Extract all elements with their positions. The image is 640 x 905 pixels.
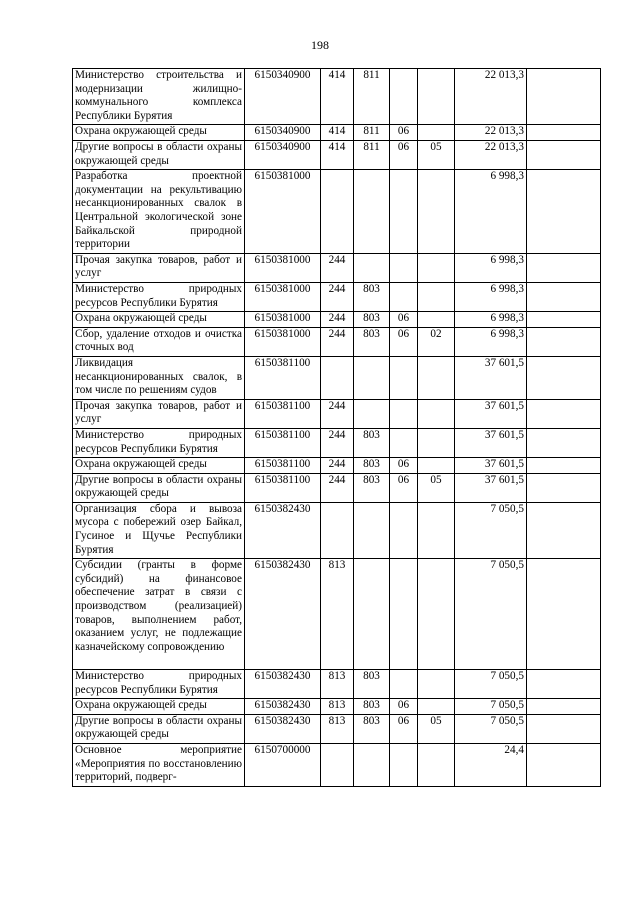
cell-extra: [527, 428, 601, 457]
cell-section: [390, 670, 418, 699]
cell-extra: [527, 458, 601, 474]
cell-amount: 7 050,5: [455, 699, 527, 715]
cell-subsection: [418, 170, 455, 254]
cell-extra: [527, 699, 601, 715]
cell-administrator: [354, 502, 390, 558]
cell-administrator: [354, 170, 390, 254]
cell-administrator: 803: [354, 282, 390, 311]
cell-subsection: [418, 699, 455, 715]
cell-name: Прочая закупка товаров, работ и услуг: [73, 399, 245, 428]
cell-expense-type: 244: [321, 253, 354, 282]
cell-target-article: 6150382430: [245, 559, 321, 670]
cell-expense-type: 414: [321, 69, 354, 125]
cell-amount: 7 050,5: [455, 670, 527, 699]
cell-administrator: 803: [354, 327, 390, 356]
cell-amount: 6 998,3: [455, 327, 527, 356]
table-row: [73, 253, 601, 282]
cell-extra: [527, 282, 601, 311]
cell-section: [390, 428, 418, 457]
cell-administrator: 803: [354, 428, 390, 457]
cell-administrator: [354, 744, 390, 787]
cell-expense-type: 244: [321, 473, 354, 502]
cell-expense-type: 813: [321, 670, 354, 699]
table-row: [73, 714, 601, 743]
cell-name: Субсидии (гранты в форме субсидий) на финансовое обеспечение затрат в связи с производством (реализацией) товаров, выполнением работ, оказанием услуг, не подлежащие казначейскому сопровождению: [73, 559, 245, 670]
cell-extra: [527, 327, 601, 356]
cell-name: Основное мероприятие «Мероприятия по восстановлению территорий, подверг-: [73, 744, 245, 787]
cell-subsection: 05: [418, 714, 455, 743]
cell-section: [390, 559, 418, 670]
page-number: 198: [311, 38, 329, 52]
cell-subsection: [418, 282, 455, 311]
cell-section: 06: [390, 473, 418, 502]
cell-expense-type: 244: [321, 327, 354, 356]
cell-subsection: [418, 312, 455, 328]
cell-expense-type: 414: [321, 140, 354, 169]
table-row: [73, 699, 601, 715]
cell-name: Сбор, удаление отходов и очистка сточных вод: [73, 327, 245, 356]
cell-section: 06: [390, 327, 418, 356]
table-row: [73, 559, 601, 670]
cell-name: Министерство природных ресурсов Республики Бурятия: [73, 670, 245, 699]
cell-name: Другие вопросы в области охраны окружающей среды: [73, 473, 245, 502]
cell-target-article: 6150381100: [245, 399, 321, 428]
table-row: [73, 473, 601, 502]
table-row: [73, 170, 601, 254]
cell-target-article: 6150381000: [245, 253, 321, 282]
cell-extra: [527, 140, 601, 169]
table-row: [73, 282, 601, 311]
cell-subsection: 05: [418, 140, 455, 169]
table-row: [73, 125, 601, 141]
cell-name: Другие вопросы в области охраны окружающей среды: [73, 140, 245, 169]
cell-administrator: 803: [354, 699, 390, 715]
cell-section: 06: [390, 125, 418, 141]
cell-subsection: [418, 458, 455, 474]
table-row: [73, 312, 601, 328]
table-row: [73, 140, 601, 169]
cell-section: 06: [390, 312, 418, 328]
budget-table-body: [73, 69, 601, 787]
cell-section: 06: [390, 458, 418, 474]
cell-section: [390, 399, 418, 428]
cell-expense-type: [321, 744, 354, 787]
cell-target-article: 6150382430: [245, 714, 321, 743]
cell-extra: [527, 170, 601, 254]
cell-name: Охрана окружающей среды: [73, 699, 245, 715]
cell-expense-type: [321, 170, 354, 254]
cell-section: [390, 356, 418, 399]
cell-amount: 6 998,3: [455, 312, 527, 328]
cell-expense-type: 244: [321, 399, 354, 428]
cell-amount: 37 601,5: [455, 428, 527, 457]
cell-amount: 22 013,3: [455, 125, 527, 141]
cell-target-article: 6150700000: [245, 744, 321, 787]
cell-extra: [527, 670, 601, 699]
cell-section: 06: [390, 140, 418, 169]
cell-section: [390, 744, 418, 787]
cell-extra: [527, 744, 601, 787]
cell-expense-type: 414: [321, 125, 354, 141]
table-row: [73, 428, 601, 457]
cell-expense-type: 244: [321, 428, 354, 457]
cell-target-article: 6150340900: [245, 125, 321, 141]
cell-name: Охрана окружающей среды: [73, 458, 245, 474]
cell-administrator: 803: [354, 670, 390, 699]
cell-amount: 37 601,5: [455, 473, 527, 502]
cell-name: Охрана окружающей среды: [73, 312, 245, 328]
cell-amount: 22 013,3: [455, 69, 527, 125]
cell-extra: [527, 69, 601, 125]
cell-amount: 37 601,5: [455, 356, 527, 399]
cell-amount: 7 050,5: [455, 714, 527, 743]
cell-administrator: [354, 559, 390, 670]
cell-administrator: [354, 253, 390, 282]
cell-section: [390, 502, 418, 558]
cell-subsection: [418, 253, 455, 282]
cell-subsection: [418, 428, 455, 457]
cell-section: [390, 282, 418, 311]
cell-target-article: 6150381000: [245, 327, 321, 356]
cell-extra: [527, 312, 601, 328]
cell-amount: 37 601,5: [455, 458, 527, 474]
cell-amount: 24,4: [455, 744, 527, 787]
cell-name: Разработка проектной документации на рекультивацию несанкционированных свалок в Центральной экологической зоне Байкальской природной территории: [73, 170, 245, 254]
cell-name: Другие вопросы в области охраны окружающей среды: [73, 714, 245, 743]
cell-administrator: 803: [354, 714, 390, 743]
cell-target-article: 6150381000: [245, 170, 321, 254]
cell-target-article: 6150382430: [245, 502, 321, 558]
cell-target-article: 6150381000: [245, 282, 321, 311]
cell-amount: 6 998,3: [455, 253, 527, 282]
cell-target-article: 6150381000: [245, 312, 321, 328]
cell-section: 06: [390, 699, 418, 715]
cell-target-article: 6150381100: [245, 428, 321, 457]
cell-expense-type: 244: [321, 312, 354, 328]
cell-administrator: 803: [354, 458, 390, 474]
cell-extra: [527, 125, 601, 141]
table-row: [73, 69, 601, 125]
cell-administrator: 811: [354, 140, 390, 169]
cell-administrator: 803: [354, 473, 390, 502]
cell-target-article: 6150340900: [245, 140, 321, 169]
cell-amount: 7 050,5: [455, 502, 527, 558]
cell-amount: 6 998,3: [455, 170, 527, 254]
cell-expense-type: 244: [321, 458, 354, 474]
cell-name: Министерство природных ресурсов Республики Бурятия: [73, 428, 245, 457]
cell-administrator: 811: [354, 125, 390, 141]
cell-administrator: [354, 356, 390, 399]
cell-target-article: 6150381100: [245, 458, 321, 474]
cell-section: [390, 253, 418, 282]
cell-subsection: [418, 670, 455, 699]
table-row: [73, 670, 601, 699]
cell-name: Министерство строительства и модернизации жилищно-коммунального комплекса Республики Бурятия: [73, 69, 245, 125]
cell-amount: 22 013,3: [455, 140, 527, 169]
cell-section: [390, 69, 418, 125]
table-row: [73, 458, 601, 474]
budget-table: [72, 68, 601, 787]
cell-target-article: 6150381100: [245, 473, 321, 502]
cell-extra: [527, 473, 601, 502]
table-row: [73, 399, 601, 428]
cell-amount: 6 998,3: [455, 282, 527, 311]
table-row: [73, 327, 601, 356]
cell-name: Министерство природных ресурсов Республики Бурятия: [73, 282, 245, 311]
cell-administrator: 811: [354, 69, 390, 125]
cell-extra: [527, 559, 601, 670]
cell-expense-type: 244: [321, 282, 354, 311]
cell-target-article: 6150381100: [245, 356, 321, 399]
cell-amount: 7 050,5: [455, 559, 527, 670]
table-row: [73, 502, 601, 558]
cell-expense-type: 813: [321, 699, 354, 715]
cell-extra: [527, 253, 601, 282]
cell-subsection: 05: [418, 473, 455, 502]
cell-extra: [527, 714, 601, 743]
cell-expense-type: [321, 356, 354, 399]
cell-subsection: [418, 356, 455, 399]
cell-name: Прочая закупка товаров, работ и услуг: [73, 253, 245, 282]
cell-amount: 37 601,5: [455, 399, 527, 428]
cell-expense-type: 813: [321, 559, 354, 670]
cell-expense-type: 813: [321, 714, 354, 743]
table-row: [73, 744, 601, 787]
cell-subsection: [418, 125, 455, 141]
cell-name: Охрана окружающей среды: [73, 125, 245, 141]
cell-subsection: [418, 559, 455, 670]
cell-subsection: [418, 69, 455, 125]
cell-name: Организация сбора и вывоза мусора с побережий озер Байкал, Гусиное и Щучье Республики Бурятия: [73, 502, 245, 558]
cell-extra: [527, 502, 601, 558]
cell-administrator: 803: [354, 312, 390, 328]
cell-section: [390, 170, 418, 254]
cell-expense-type: [321, 502, 354, 558]
cell-target-article: 6150382430: [245, 699, 321, 715]
cell-section: 06: [390, 714, 418, 743]
cell-administrator: [354, 399, 390, 428]
cell-extra: [527, 399, 601, 428]
cell-name: Ликвидация несанкционированных свалок, в том числе по решениям судов: [73, 356, 245, 399]
cell-target-article: 6150382430: [245, 670, 321, 699]
cell-subsection: [418, 502, 455, 558]
cell-subsection: [418, 744, 455, 787]
table-row: [73, 356, 601, 399]
cell-target-article: 6150340900: [245, 69, 321, 125]
cell-extra: [527, 356, 601, 399]
cell-subsection: 02: [418, 327, 455, 356]
cell-subsection: [418, 399, 455, 428]
